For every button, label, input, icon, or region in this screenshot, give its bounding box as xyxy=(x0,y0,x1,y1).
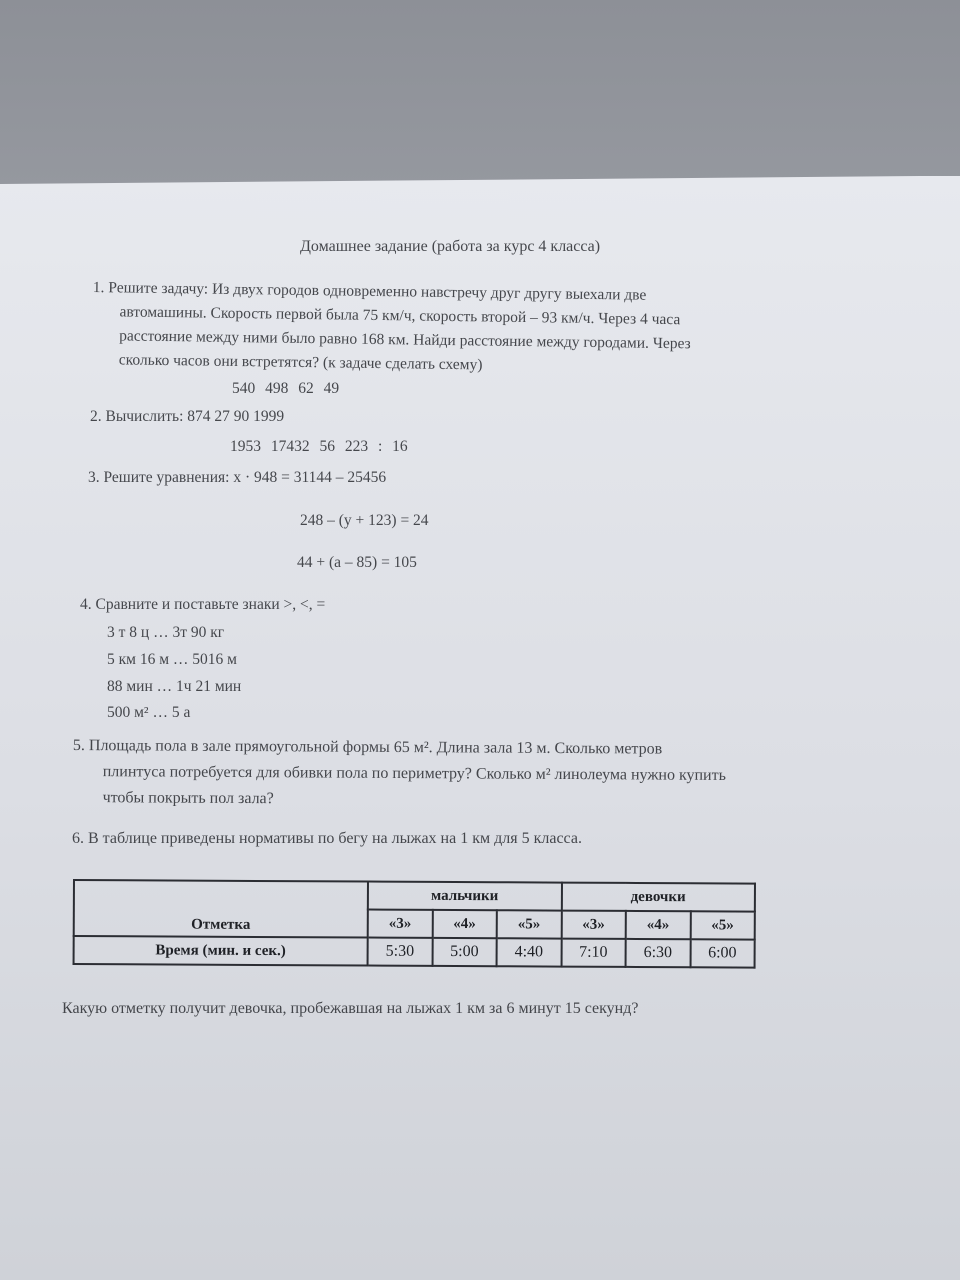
task-1-line: сколько часов они встретятся? (к задаче сделать схему) xyxy=(118,351,483,374)
task-1-line: 1. Решите задачу: Из двух городов одновременно навстречу друг другу выехали две xyxy=(92,278,647,304)
task-2-line: 1953 17432 56 223 : 16 xyxy=(230,438,408,455)
time-cell: 6:00 xyxy=(690,939,755,967)
time-cell: 7:10 xyxy=(561,939,626,967)
group-header-girls: девочки xyxy=(561,883,755,912)
group-header-boys: мальчики xyxy=(368,882,562,911)
task-1-line: автомашины. Скорость первой была 75 км/ч, скорость второй – 93 км/ч. Через 4 часа xyxy=(119,303,681,329)
final-question: Какую отметку получит девочка, пробежавшая на лыжах 1 км за 6 минут 15 секунд? xyxy=(62,1000,639,1017)
time-cell: 6:30 xyxy=(626,939,691,967)
task-4-heading: 4. Сравните и поставьте знаки >, <, = xyxy=(80,596,326,613)
table-row xyxy=(74,936,755,968)
grade-cell: «5» xyxy=(497,910,562,938)
grade-cell: «4» xyxy=(626,911,691,939)
task-3-heading: 3. Решите уравнения: x · 948 = 31144 – 25456 xyxy=(88,469,387,486)
time-row-label: Время (мин. и сек.) xyxy=(74,936,368,966)
task-1-line: расстояние между ними было равно 168 км. Найди расстояние между городами. Через xyxy=(119,327,691,353)
ski-norms-table xyxy=(73,879,756,969)
task-3-equation: 44 + (a – 85) = 105 xyxy=(297,554,417,571)
time-cell: 5:00 xyxy=(432,938,497,966)
task-5-line: плинтуса потребуется для обивки пола по периметру? Сколько м² линолеума нужно купить xyxy=(102,763,726,784)
task-4-item: 500 м² … 5 а xyxy=(107,704,191,721)
grade-cell: «5» xyxy=(690,911,755,939)
grade-row-label: Отметка xyxy=(191,916,251,933)
grade-cell: «3» xyxy=(561,911,626,939)
task-3-equation: 248 – (y + 123) = 24 xyxy=(300,512,429,529)
document-title: Домашнее задание (работа за курс 4 класса) xyxy=(300,238,601,255)
task-2-line: 2. Вычислить: 874 27 90 1999 xyxy=(90,408,285,425)
task-5 xyxy=(73,733,943,816)
table-row xyxy=(74,880,755,912)
table-cell xyxy=(74,880,368,938)
task-5-line: чтобы покрыть пол зала? xyxy=(102,789,274,808)
task-1-answers: 540 498 62 49 xyxy=(232,380,340,397)
task-5-line: 5. Площадь пола в зале прямоугольной формы 65 м². Длина зала 13 м. Сколько метров xyxy=(72,736,663,758)
grade-cell: «4» xyxy=(432,910,497,938)
time-cell: 4:40 xyxy=(497,938,562,966)
task-4-item: 5 км 16 м … 5016 м xyxy=(107,651,237,668)
task-1 xyxy=(92,276,893,383)
task-6-heading: 6. В таблице приведены нормативы по бегу на лыжах на 1 км для 5 класса. xyxy=(72,830,582,847)
time-cell: 5:30 xyxy=(368,938,433,966)
task-4-item: 88 мин … 1ч 21 мин xyxy=(107,678,242,695)
task-4-item: 3 т 8 ц … 3т 90 кг xyxy=(107,624,225,641)
grade-cell: «3» xyxy=(368,910,433,938)
